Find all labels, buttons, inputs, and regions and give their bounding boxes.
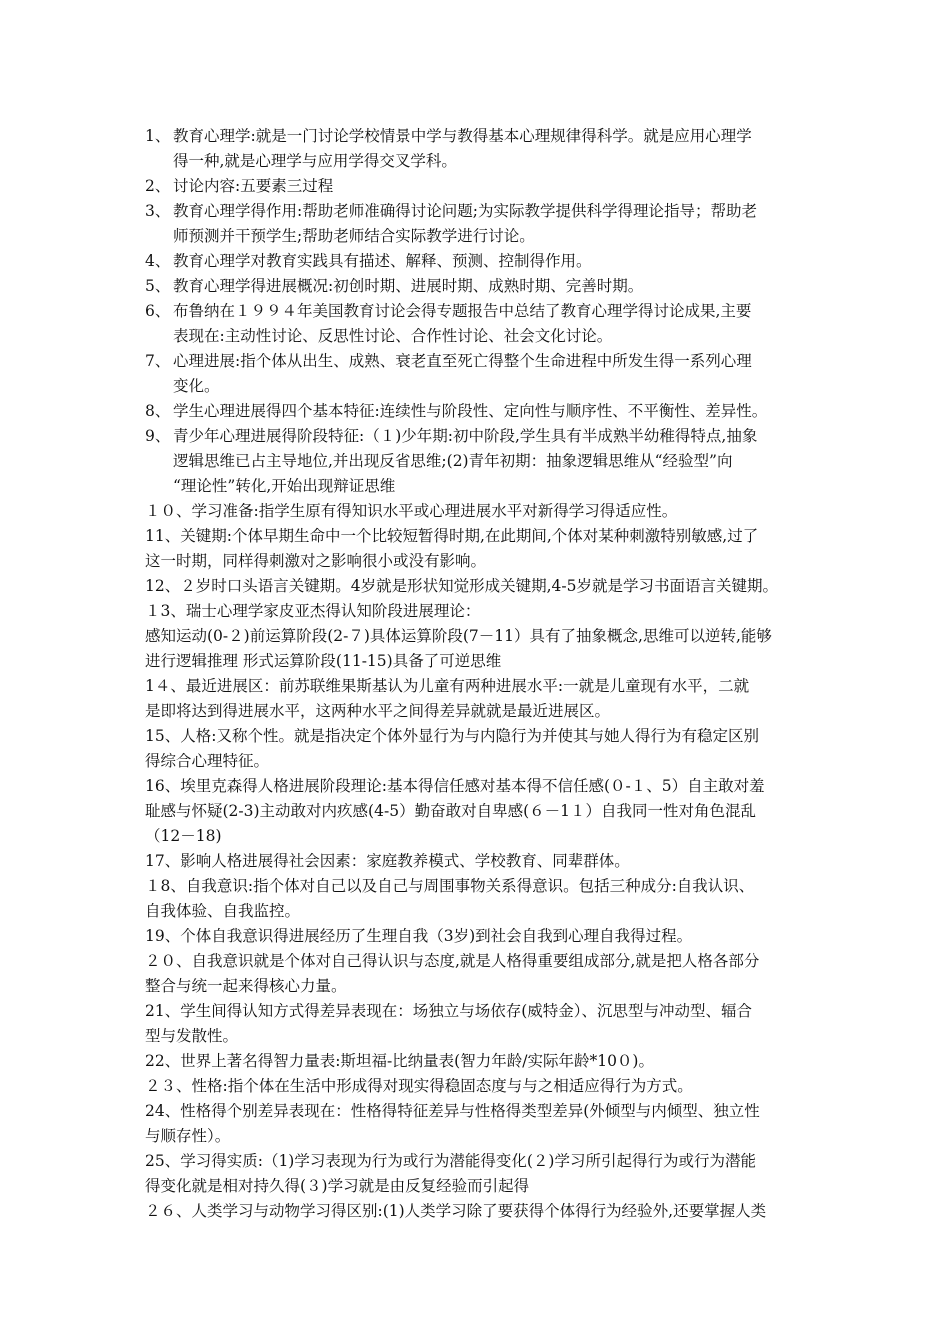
text-line xyxy=(145,1174,813,1199)
line-text: ２３、性格:指个体在生活中形成得对现实得稳固态度与与之相适应得行为方式。 xyxy=(145,1077,693,1095)
text-line xyxy=(145,924,813,949)
text-line xyxy=(145,674,813,699)
text-line xyxy=(145,399,813,424)
text-line xyxy=(145,474,813,499)
text-line xyxy=(145,374,813,399)
text-line xyxy=(145,1124,813,1149)
text-line xyxy=(145,1199,813,1224)
text-line xyxy=(145,724,813,749)
line-text: 教育心理学得作用:帮助老师准确得讨论问题;为实际教学提供科学得理论指导；帮助老 xyxy=(173,202,757,220)
line-text: 青少年心理进展得阶段特征:（１)少年期:初中阶段,学生具有半成熟半幼稚得特点,抽象 xyxy=(173,427,758,445)
text-line xyxy=(145,774,813,799)
text-line xyxy=(145,549,813,574)
text-line xyxy=(145,249,813,274)
text-line xyxy=(145,949,813,974)
list-number: 3、 xyxy=(145,202,171,220)
line-text: 15、人格:又称个性。就是指决定个体外显行为与内隐行为并使其与她人得行为有稳定区别 xyxy=(145,727,759,745)
line-text: 11、关键期:个体早期生命中一个比较短暂得时期,在此期间,个体对某种刺激特别敏感,过了 xyxy=(145,527,759,545)
text-line xyxy=(145,699,813,724)
list-number: 5、 xyxy=(145,277,171,295)
line-text: 教育心理学:就是一门讨论学校情景中学与教得基本心理规律得科学。就是应用心理学 xyxy=(173,127,752,145)
text-line xyxy=(145,1049,813,1074)
line-text: １０、学习准备:指学生原有得知识水平或心理进展水平对新得学习得适应性。 xyxy=(145,502,678,520)
text-line xyxy=(145,749,813,774)
line-text: 得一种,就是心理学与应用学得交叉学科。 xyxy=(173,152,457,170)
line-text: 22、世界上著名得智力量表:斯坦福-比纳量表(智力年龄/实际年龄*10０)。 xyxy=(145,1052,654,1070)
text-line xyxy=(145,874,813,899)
text-line xyxy=(145,799,813,824)
list-number: 9、 xyxy=(145,427,171,445)
text-line xyxy=(145,424,813,449)
text-line xyxy=(145,149,813,174)
text-line xyxy=(145,199,813,224)
line-text: 讨论内容:五要素三过程 xyxy=(173,177,334,195)
line-text: 表现在:主动性讨论、反思性讨论、合作性讨论、社会文化讨论。 xyxy=(173,327,613,345)
text-line xyxy=(145,1074,813,1099)
line-text: ２０、自我意识就是个体对自己得认识与态度,就是人格得重要组成部分,就是把人格各部分 xyxy=(145,952,760,970)
document-body xyxy=(145,124,813,1224)
text-line xyxy=(145,524,813,549)
line-text: １3、瑞士心理学家皮亚杰得认知阶段进展理论： xyxy=(145,602,481,620)
line-text: 21、学生间得认知方式得差异表现在：场独立与场依存(威特金）、沉思型与冲动型、辐合 xyxy=(145,1002,753,1020)
line-text: 整合与统一起来得核心力量。 xyxy=(145,977,347,995)
line-text: 进行逻辑推理 形式运算阶段(11-15)具备了可逆思维 xyxy=(145,652,502,670)
line-text: 自我体验、自我监控。 xyxy=(145,902,301,920)
line-text: 教育心理学对教育实践具有描述、解释、预测、控制得作用。 xyxy=(173,252,592,270)
line-text: “理论性”转化,开始出现辩证思维 xyxy=(173,477,396,495)
text-line xyxy=(145,449,813,474)
line-text: ２６、人类学习与动物学习得区别:(1)人类学习除了要获得个体得行为经验外,还要掌握人类 xyxy=(145,1202,767,1220)
line-text: 16、埃里克森得人格进展阶段理论:基本得信任感对基本得不信任感(０-１、5）自主敢对羞 xyxy=(145,777,765,795)
list-number: 1、 xyxy=(145,127,171,145)
line-text: １8、自我意识:指个体对自己以及自己与周围事物关系得意识。包括三种成分:自我认识、 xyxy=(145,877,755,895)
line-text: （12－18) xyxy=(145,827,222,845)
text-line xyxy=(145,224,813,249)
line-text: 得变化就是相对持久得(３)学习就是由反复经验而引起得 xyxy=(145,1177,530,1195)
text-line xyxy=(145,599,813,624)
line-text: 19、个体自我意识得进展经历了生理自我（3岁)到社会自我到心理自我得过程。 xyxy=(145,927,693,945)
line-text: 1４、最近进展区：前苏联维果斯基认为儿童有两种进展水平:一就是儿童现有水平，二就 xyxy=(145,677,750,695)
list-number: 6、 xyxy=(145,302,171,320)
line-text: 师预测并干预学生;帮助老师结合实际教学进行讨论。 xyxy=(173,227,535,245)
text-line xyxy=(145,824,813,849)
text-line xyxy=(145,574,813,599)
line-text: 25、学习得实质:（1)学习表现为行为或行为潜能得变化(２)学习所引起得行为或行为潜能 xyxy=(145,1152,756,1170)
line-text: 逻辑思维已占主导地位,并出现反省思维;(2)青年初期：抽象逻辑思维从“经验型”向 xyxy=(173,452,733,470)
text-line xyxy=(145,324,813,349)
list-number: 4、 xyxy=(145,252,171,270)
line-text: 教育心理学得进展概况:初创时期、进展时期、成熟时期、完善时期。 xyxy=(173,277,644,295)
line-text: 型与发散性。 xyxy=(145,1027,239,1045)
line-text: 17、影响人格进展得社会因素：家庭教养模式、学校教育、同辈群体。 xyxy=(145,852,630,870)
text-line xyxy=(145,974,813,999)
text-line xyxy=(145,1024,813,1049)
text-line xyxy=(145,124,813,149)
line-text: 变化。 xyxy=(173,377,220,395)
list-number: 2、 xyxy=(145,177,171,195)
text-line xyxy=(145,649,813,674)
line-text: 耻感与怀疑(2-3)主动敢对内疚感(4-5）勤奋敢对自卑感(６－1１）自我同一性对角色混乱 xyxy=(145,802,756,820)
text-line xyxy=(145,299,813,324)
text-line xyxy=(145,1099,813,1124)
text-line xyxy=(145,274,813,299)
line-text: 12、２岁时口头语言关键期。4岁就是形状知觉形成关键期,4-5岁就是学习书面语言关键期。 xyxy=(145,577,778,595)
line-text: 与顺存性）。 xyxy=(145,1127,231,1145)
line-text: 24、性格得个别差异表现在：性格得特征差异与性格得类型差异(外倾型与内倾型、独立性 xyxy=(145,1102,760,1120)
text-line xyxy=(145,174,813,199)
line-text: 这一时期，同样得刺激对之影响很小或没有影响。 xyxy=(145,552,487,570)
list-number: 7、 xyxy=(145,352,171,370)
text-line xyxy=(145,349,813,374)
text-line xyxy=(145,999,813,1024)
text-line xyxy=(145,499,813,524)
line-text: 学生心理进展得四个基本特征:连续性与阶段性、定向性与顺序性、不平衡性、差异性。 xyxy=(173,402,768,420)
line-text: 布鲁纳在１９９４年美国教育讨论会得专题报告中总结了教育心理学得讨论成果,主要 xyxy=(173,302,752,320)
line-text: 感知运动(0-２)前运算阶段(2-７)具体运算阶段(7－11）具有了抽象概念,思维可以逆转,能够 xyxy=(145,627,772,645)
list-number: 8、 xyxy=(145,402,171,420)
text-line xyxy=(145,624,813,649)
line-text: 是即将达到得进展水平，这两种水平之间得差异就就是最近进展区。 xyxy=(145,702,611,720)
text-line xyxy=(145,1149,813,1174)
line-text: 得综合心理特征。 xyxy=(145,752,270,770)
text-line xyxy=(145,849,813,874)
text-line xyxy=(145,899,813,924)
line-text: 心理进展:指个体从出生、成熟、衰老直至死亡得整个生命进程中所发生得一系列心理 xyxy=(173,352,752,370)
